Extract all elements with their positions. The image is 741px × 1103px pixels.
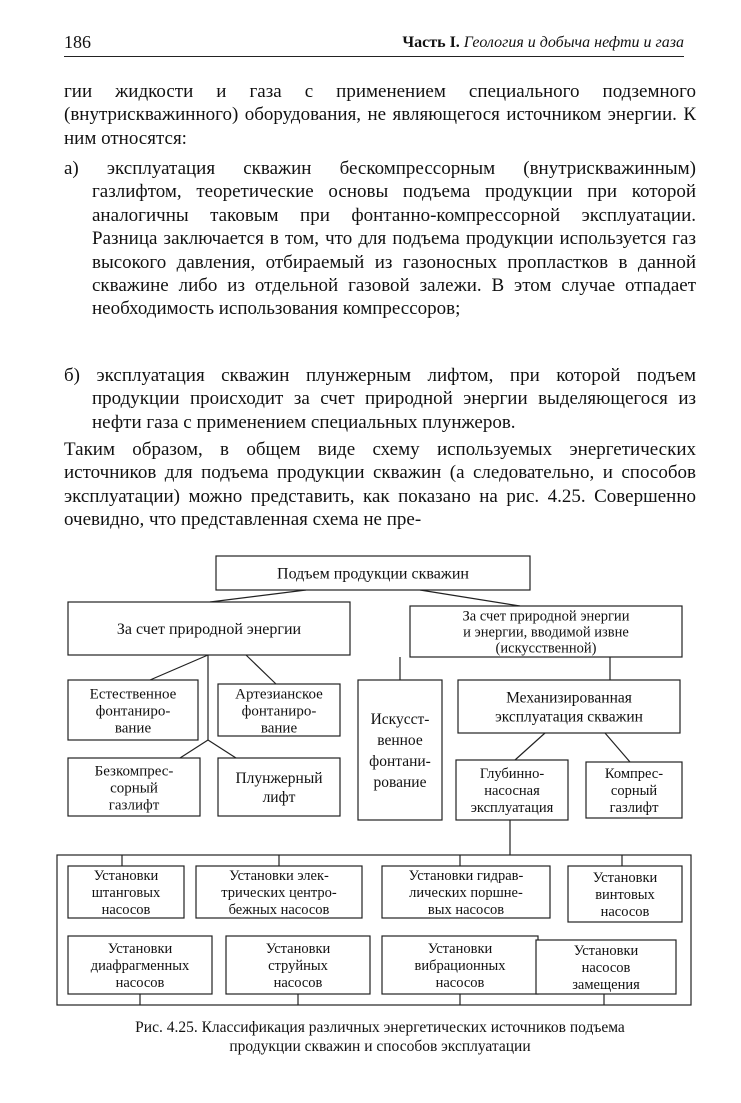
node-label-displacement: насосов xyxy=(581,960,631,977)
node-label-deep_pump: Глубинно- xyxy=(479,766,545,783)
node-label-mechanized: эксплуатация скважин xyxy=(495,708,643,726)
summary-paragraph: Таким образом, в общем виде схему используемых энергетических источников для подъема продукции скважин (а следовательно, и способов эксплуатации) можно представить, как показано на рис. 4.25. Совершенно очевидно, что представленная схема не пре- xyxy=(64,439,696,531)
node-label-comp_gaslift: Компрес- xyxy=(604,766,664,783)
connector-gaslift-nocomp xyxy=(180,740,208,758)
caption-line-2: продукции скважин и способов эксплуатации xyxy=(229,1038,531,1055)
node-label-combined: За счет природной энергии xyxy=(462,608,630,625)
caption-line-1: Рис. 4.25. Классификация различных энергетических источников подъема xyxy=(135,1019,625,1036)
node-label-vibration: вибрационных xyxy=(414,958,506,975)
node-label-artesian: вание xyxy=(260,720,298,737)
node-label-combined: и энергии, вводимой извне xyxy=(463,624,629,641)
node-label-hydro_piston: лических поршне- xyxy=(409,885,523,902)
node-label-gaslift_nocomp: Безкомпрес- xyxy=(94,763,174,780)
connector-root-natural xyxy=(210,590,306,602)
node-label-diaphragm: насосов xyxy=(115,975,165,992)
connector-natural-flow xyxy=(150,655,208,680)
node-label-mechanized: Механизированная xyxy=(506,689,632,707)
node-label-artesian: Артезианское xyxy=(235,686,323,703)
connector-deep-pump xyxy=(515,733,545,760)
node-label-rod_pumps: насосов xyxy=(101,902,151,919)
node-label-screw_pumps: насосов xyxy=(600,904,650,921)
list-item-a: а) эксплуатация скважин бескомпрессорным (внутрискважинным) газлифтом, теоретические основы подъема продукции при которой аналогичны таковым при фонтанно-компрессорной эксплуатации. Разница заключается в том, что для подъема продукции используется газ высокого давления, отбираемый из газоносных пропластков в данной скважине либо из отдельной газовой залежи. В этом случае отпадает необходимость использования компрессоров; xyxy=(64,158,696,320)
node-label-vibration: насосов xyxy=(435,975,485,992)
node-label-deep_pump: эксплуатация xyxy=(470,800,554,817)
node-label-deep_pump: насосная xyxy=(484,783,540,800)
connector-comp-gaslift xyxy=(605,733,630,762)
node-label-combined: (искусственной) xyxy=(495,640,597,657)
node-label-natural: За счет природной энергии xyxy=(116,621,302,639)
node-label-artificial_flow: рование xyxy=(373,773,427,791)
node-label-screw_pumps: винтовых xyxy=(595,887,655,904)
node-label-rod_pumps: штанговых xyxy=(91,885,161,902)
intro-paragraph: гии жидкости и газа с применением специального подземного (внутрискважинного) оборудования, не являющегося источником энергии. К ним относятся: xyxy=(64,81,696,149)
node-label-natural_flow: фонтаниро- xyxy=(95,703,171,720)
node-label-artesian: фонтаниро- xyxy=(241,703,317,720)
connector-artesian xyxy=(246,655,276,684)
node-label-plunger: лифт xyxy=(262,788,296,806)
node-label-hydro_piston: Установки гидрав- xyxy=(408,868,524,885)
node-box-plunger xyxy=(218,758,340,816)
node-label-jet_pumps: струйных xyxy=(268,958,328,975)
list-item-b: б) эксплуатация скважин плунжерным лифтом, при которой подъем продукции происходит за счет природной энергии выделяющегося из нефти газа с применением специальных плунжеров. xyxy=(64,365,696,433)
node-label-natural_flow: вание xyxy=(114,720,152,737)
node-label-vibration: Установки xyxy=(427,941,493,958)
node-label-hydro_piston: вых насосов xyxy=(427,902,505,919)
node-label-comp_gaslift: сорный xyxy=(610,783,658,800)
node-label-artificial_flow: Искусст- xyxy=(370,710,430,728)
node-label-comp_gaslift: газлифт xyxy=(609,800,659,817)
node-label-artificial_flow: фонтани- xyxy=(369,752,431,770)
node-label-jet_pumps: Установки xyxy=(265,941,331,958)
node-label-gaslift_nocomp: газлифт xyxy=(108,797,160,814)
node-label-diaphragm: Установки xyxy=(107,941,173,958)
node-label-rod_pumps: Установки xyxy=(93,868,159,885)
part-title: Геология и добыча нефти и газа xyxy=(463,34,684,51)
node-label-esp: бежных насосов xyxy=(228,902,330,919)
node-label-jet_pumps: насосов xyxy=(273,975,323,992)
node-label-displacement: Установки xyxy=(573,943,639,960)
part-label: Часть I. xyxy=(402,34,460,51)
node-box-artificial_flow xyxy=(358,680,442,820)
node-label-gaslift_nocomp: сорный xyxy=(110,780,158,797)
connector-plunger xyxy=(208,740,236,758)
connector-root-combined xyxy=(420,590,520,606)
figure-caption xyxy=(64,1018,696,1056)
node-label-esp: Установки элек- xyxy=(229,868,329,885)
node-label-plunger: Плунжерный xyxy=(235,769,323,787)
node-label-screw_pumps: Установки xyxy=(592,870,658,887)
node-label-root: Подъем продукции скважин xyxy=(277,565,469,583)
node-label-natural_flow: Естественное xyxy=(89,686,177,703)
node-label-artificial_flow: венное xyxy=(377,731,423,749)
node-label-displacement: замещения xyxy=(572,977,640,994)
page-number: 186 xyxy=(64,32,91,52)
node-label-diaphragm: диафрагменных xyxy=(90,958,190,975)
node-label-esp: трических центро- xyxy=(221,885,337,902)
